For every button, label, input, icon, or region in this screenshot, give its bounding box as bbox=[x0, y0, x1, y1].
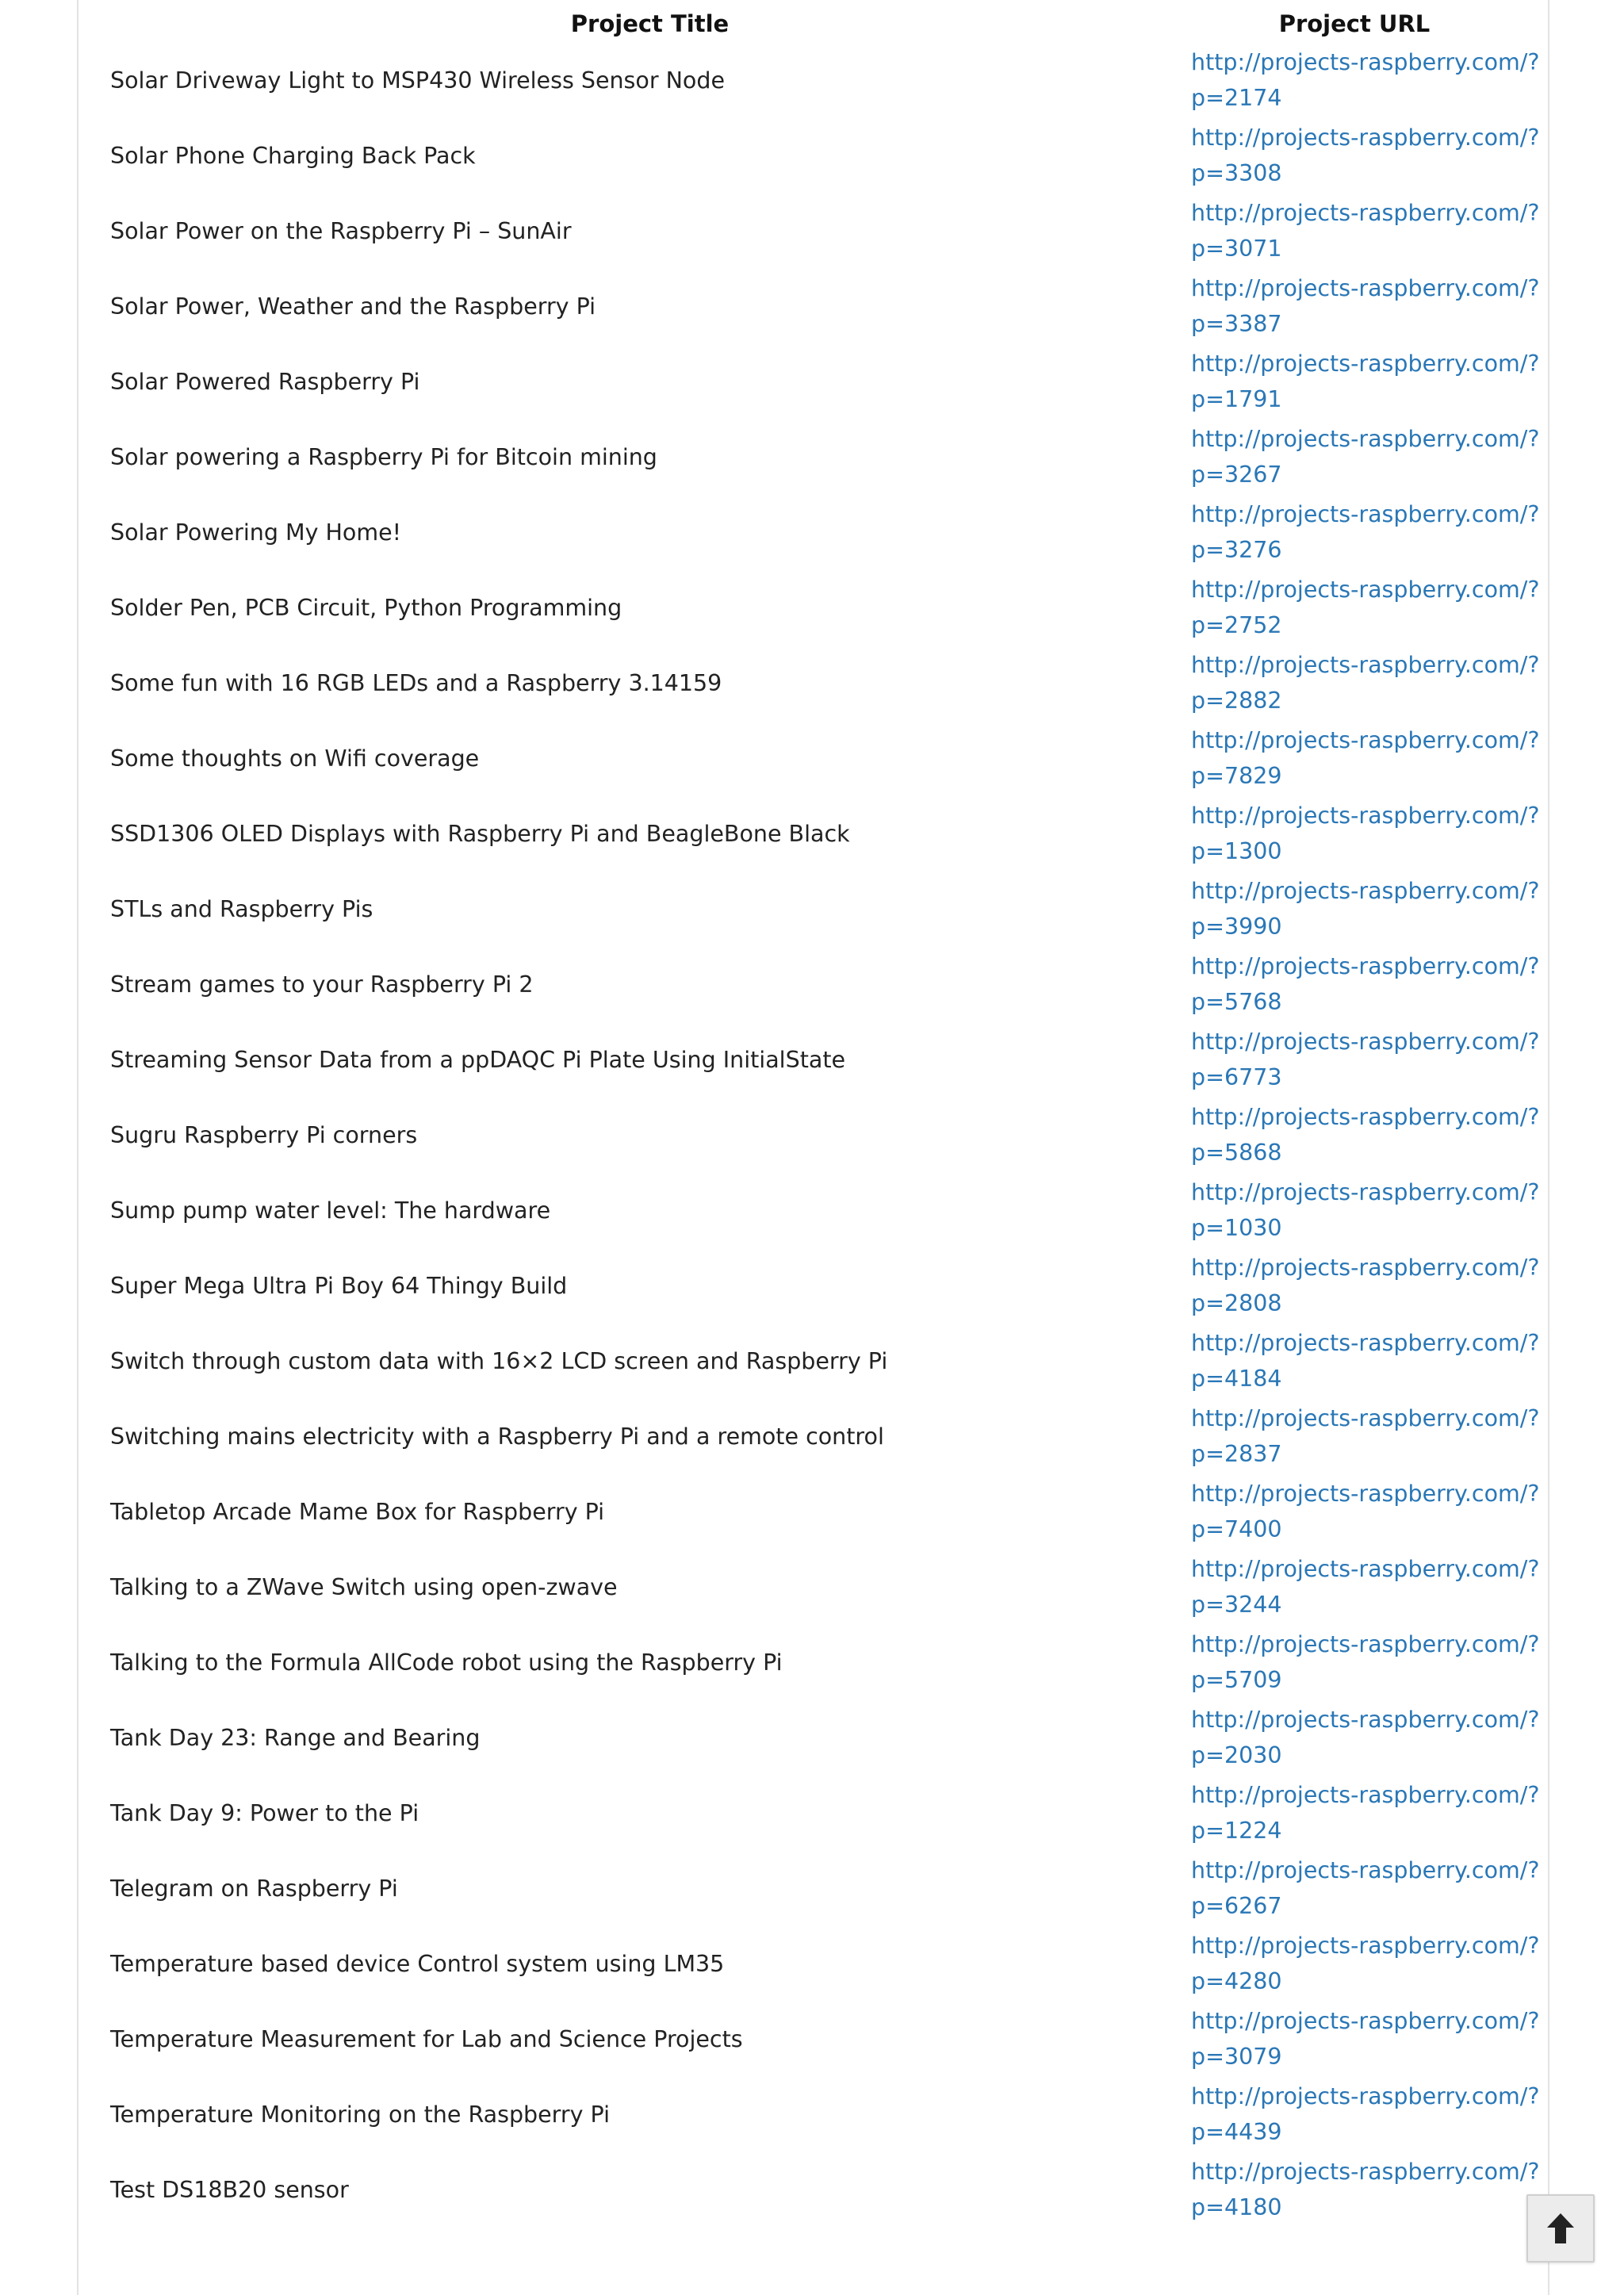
scroll-to-top-button[interactable] bbox=[1526, 2194, 1595, 2262]
table-row bbox=[110, 946, 1519, 1021]
table-row bbox=[110, 1247, 1519, 1323]
url-line-2: p=4439 bbox=[1191, 2118, 1282, 2145]
project-url-link[interactable] bbox=[1191, 1777, 1540, 1849]
table-row bbox=[110, 1323, 1519, 1398]
table-row bbox=[110, 1021, 1519, 1097]
table-row bbox=[110, 1775, 1519, 1850]
url-line-1: http://projects-raspberry.com/? bbox=[1191, 1103, 1540, 1130]
project-url-link[interactable] bbox=[1191, 1702, 1540, 1773]
url-line-1: http://projects-raspberry.com/? bbox=[1191, 2158, 1540, 2185]
project-url-cell bbox=[1189, 2001, 1540, 2076]
project-url-link[interactable] bbox=[1191, 346, 1540, 417]
project-url-link[interactable] bbox=[1191, 421, 1540, 492]
url-line-2: p=1224 bbox=[1191, 1817, 1282, 1844]
project-url-cell bbox=[1189, 117, 1540, 193]
column-header-project-title: Project Title bbox=[570, 10, 730, 37]
project-title: Tank Day 9: Power to the Pi bbox=[110, 1800, 419, 1826]
url-line-1: http://projects-raspberry.com/? bbox=[1191, 802, 1540, 829]
project-url-link[interactable] bbox=[1191, 2154, 1540, 2225]
project-url-cell bbox=[1189, 1699, 1540, 1775]
table-row bbox=[110, 795, 1519, 871]
table-row bbox=[110, 720, 1519, 795]
project-url-cell bbox=[1189, 1925, 1540, 2001]
project-url-link[interactable] bbox=[1191, 873, 1540, 944]
project-title: Some fun with 16 RGB LEDs and a Raspberry 3.14159 bbox=[110, 670, 722, 696]
url-line-2: p=4184 bbox=[1191, 1365, 1282, 1392]
project-title: Streaming Sensor Data from a ppDAQC Pi Plate Using InitialState bbox=[110, 1047, 846, 1073]
url-line-2: p=4280 bbox=[1191, 1967, 1282, 1994]
project-url-cell bbox=[1189, 1549, 1540, 1624]
project-url-link[interactable] bbox=[1191, 1400, 1540, 1472]
project-title: SSD1306 OLED Displays with Raspberry Pi and BeagleBone Black bbox=[110, 821, 850, 847]
table-row bbox=[110, 193, 1519, 268]
url-line-2: p=1030 bbox=[1191, 1214, 1282, 1241]
project-url-cell bbox=[1189, 871, 1540, 946]
project-url-cell bbox=[1189, 645, 1540, 720]
url-line-2: p=3244 bbox=[1191, 1591, 1282, 1618]
content-frame bbox=[77, 0, 1549, 2295]
header-row bbox=[110, 0, 1519, 42]
project-title: Some thoughts on Wifi coverage bbox=[110, 745, 480, 772]
url-line-1: http://projects-raspberry.com/? bbox=[1191, 1404, 1540, 1431]
url-line-2: p=7400 bbox=[1191, 1515, 1282, 1542]
table-row bbox=[110, 1473, 1519, 1549]
table-row bbox=[110, 1624, 1519, 1699]
url-line-1: http://projects-raspberry.com/? bbox=[1191, 274, 1540, 301]
project-url-link[interactable] bbox=[1191, 1928, 1540, 1999]
project-title: Temperature based device Control system using LM35 bbox=[110, 1951, 725, 1977]
table-row bbox=[110, 645, 1519, 720]
project-title: Solar Driveway Light to MSP430 Wireless Sensor Node bbox=[110, 67, 725, 94]
table-row bbox=[110, 2151, 1519, 2227]
project-url-link[interactable] bbox=[1191, 798, 1540, 869]
project-url-cell bbox=[1189, 1021, 1540, 1097]
url-line-1: http://projects-raspberry.com/? bbox=[1191, 1781, 1540, 1808]
url-line-2: p=6773 bbox=[1191, 1063, 1282, 1090]
arrow-up-icon bbox=[1545, 2212, 1576, 2245]
project-title: Solar Phone Charging Back Pack bbox=[110, 143, 476, 169]
table-row bbox=[110, 1097, 1519, 1172]
table-row bbox=[110, 1925, 1519, 2001]
project-url-cell bbox=[1189, 2076, 1540, 2151]
url-line-2: p=3387 bbox=[1191, 310, 1282, 337]
project-url-link[interactable] bbox=[1191, 120, 1540, 191]
table-row bbox=[110, 2001, 1519, 2076]
project-title: Tank Day 23: Range and Bearing bbox=[110, 1725, 481, 1751]
url-line-1: http://projects-raspberry.com/? bbox=[1191, 1706, 1540, 1733]
project-url-cell bbox=[1189, 2151, 1540, 2227]
project-url-link[interactable] bbox=[1191, 496, 1540, 568]
url-line-1: http://projects-raspberry.com/? bbox=[1191, 726, 1540, 753]
table-row bbox=[110, 494, 1519, 569]
table-row bbox=[110, 1172, 1519, 1247]
url-line-1: http://projects-raspberry.com/? bbox=[1191, 350, 1540, 377]
table-row bbox=[110, 1398, 1519, 1473]
column-header-project-url: Project URL bbox=[1278, 10, 1431, 37]
project-url-link[interactable] bbox=[1191, 1551, 1540, 1623]
url-line-1: http://projects-raspberry.com/? bbox=[1191, 1856, 1540, 1883]
project-url-link[interactable] bbox=[1191, 1099, 1540, 1170]
url-line-2: p=7829 bbox=[1191, 762, 1282, 789]
url-line-1: http://projects-raspberry.com/? bbox=[1191, 124, 1540, 151]
project-url-cell bbox=[1189, 42, 1540, 117]
table-row bbox=[110, 569, 1519, 645]
project-url-cell bbox=[1189, 795, 1540, 871]
project-title: Solar Power, Weather and the Raspberry Pi bbox=[110, 293, 596, 320]
url-line-2: p=2752 bbox=[1191, 611, 1282, 638]
table-row bbox=[110, 2076, 1519, 2151]
url-line-1: http://projects-raspberry.com/? bbox=[1191, 576, 1540, 603]
project-url-link[interactable] bbox=[1191, 647, 1540, 718]
table-row bbox=[110, 42, 1519, 117]
url-line-1: http://projects-raspberry.com/? bbox=[1191, 425, 1540, 452]
table-body bbox=[110, 42, 1540, 2227]
url-line-2: p=2882 bbox=[1191, 687, 1282, 714]
project-url-link[interactable] bbox=[1191, 1626, 1540, 1698]
url-line-2: p=3071 bbox=[1191, 235, 1282, 262]
project-title: Solar powering a Raspberry Pi for Bitcoin mining bbox=[110, 444, 657, 470]
project-url-link[interactable] bbox=[1191, 1024, 1540, 1095]
table-row bbox=[110, 268, 1519, 343]
project-title: Tabletop Arcade Mame Box for Raspberry Pi bbox=[110, 1499, 605, 1525]
url-line-1: http://projects-raspberry.com/? bbox=[1191, 877, 1540, 904]
project-url-cell bbox=[1189, 946, 1540, 1021]
table-header bbox=[110, 0, 1519, 42]
url-line-1: http://projects-raspberry.com/? bbox=[1191, 199, 1540, 226]
project-url-link[interactable] bbox=[1191, 2003, 1540, 2075]
project-url-cell bbox=[1189, 193, 1540, 268]
url-line-2: p=2174 bbox=[1191, 84, 1282, 111]
project-url-cell bbox=[1189, 1473, 1540, 1549]
project-url-link[interactable] bbox=[1191, 572, 1540, 643]
url-line-2: p=3990 bbox=[1191, 913, 1282, 940]
table-row bbox=[110, 871, 1519, 946]
project-url-link[interactable] bbox=[1191, 1852, 1540, 1924]
url-line-2: p=5768 bbox=[1191, 988, 1282, 1015]
project-url-link[interactable] bbox=[1191, 722, 1540, 794]
table-row bbox=[110, 419, 1519, 494]
url-line-2: p=1791 bbox=[1191, 385, 1282, 412]
url-line-1: http://projects-raspberry.com/? bbox=[1191, 1028, 1540, 1055]
project-url-link[interactable] bbox=[1191, 195, 1540, 266]
url-line-1: http://projects-raspberry.com/? bbox=[1191, 48, 1540, 75]
project-url-cell bbox=[1189, 343, 1540, 419]
project-url-cell bbox=[1189, 268, 1540, 343]
project-url-cell bbox=[1189, 1775, 1540, 1850]
url-line-1: http://projects-raspberry.com/? bbox=[1191, 2007, 1540, 2034]
project-url-cell bbox=[1189, 1247, 1540, 1323]
url-line-2: p=3276 bbox=[1191, 536, 1282, 563]
project-url-link[interactable] bbox=[1191, 2079, 1540, 2150]
url-line-2: p=6267 bbox=[1191, 1892, 1282, 1919]
project-title: Switching mains electricity with a Raspberry Pi and a remote control bbox=[110, 1423, 884, 1450]
project-title: Solar Powered Raspberry Pi bbox=[110, 369, 420, 395]
url-line-2: p=2030 bbox=[1191, 1741, 1282, 1768]
project-title: Stream games to your Raspberry Pi 2 bbox=[110, 971, 534, 998]
project-title: Solar Powering My Home! bbox=[110, 519, 402, 546]
table-row bbox=[110, 1850, 1519, 1925]
project-title: Sugru Raspberry Pi corners bbox=[110, 1122, 418, 1148]
url-line-2: p=2808 bbox=[1191, 1289, 1282, 1316]
url-line-1: http://projects-raspberry.com/? bbox=[1191, 1932, 1540, 1959]
project-title: Talking to the Formula AllCode robot using the Raspberry Pi bbox=[110, 1649, 783, 1676]
project-title: Talking to a ZWave Switch using open-zwave bbox=[110, 1574, 618, 1600]
url-line-1: http://projects-raspberry.com/? bbox=[1191, 952, 1540, 979]
project-title: Switch through custom data with 16×2 LCD screen and Raspberry Pi bbox=[110, 1348, 888, 1374]
project-url-cell bbox=[1189, 494, 1540, 569]
projects-table bbox=[110, 0, 1540, 2227]
url-line-2: p=5709 bbox=[1191, 1666, 1282, 1693]
url-line-1: http://projects-raspberry.com/? bbox=[1191, 500, 1540, 527]
url-line-2: p=1300 bbox=[1191, 837, 1282, 864]
project-title: Test DS18B20 sensor bbox=[110, 2177, 349, 2203]
url-line-2: p=5868 bbox=[1191, 1139, 1282, 1166]
url-line-1: http://projects-raspberry.com/? bbox=[1191, 1329, 1540, 1356]
project-title: Telegram on Raspberry Pi bbox=[110, 1875, 398, 1902]
project-title: Solar Power on the Raspberry Pi – SunAir bbox=[110, 218, 572, 244]
url-line-2: p=3267 bbox=[1191, 461, 1282, 488]
url-line-2: p=2837 bbox=[1191, 1440, 1282, 1467]
url-line-2: p=4180 bbox=[1191, 2193, 1282, 2220]
url-line-2: p=3079 bbox=[1191, 2043, 1282, 2070]
project-url-cell bbox=[1189, 1097, 1540, 1172]
url-line-1: http://projects-raspberry.com/? bbox=[1191, 2082, 1540, 2109]
project-url-cell bbox=[1189, 720, 1540, 795]
url-line-1: http://projects-raspberry.com/? bbox=[1191, 1178, 1540, 1205]
project-title: Solder Pen, PCB Circuit, Python Programming bbox=[110, 595, 622, 621]
project-title: Sump pump water level: The hardware bbox=[110, 1197, 551, 1224]
project-url-link[interactable] bbox=[1191, 44, 1540, 116]
project-url-link[interactable] bbox=[1191, 1250, 1540, 1321]
project-title: STLs and Raspberry Pis bbox=[110, 896, 373, 922]
project-url-cell bbox=[1189, 1398, 1540, 1473]
url-line-1: http://projects-raspberry.com/? bbox=[1191, 651, 1540, 678]
project-url-link[interactable] bbox=[1191, 1174, 1540, 1246]
url-line-2: p=3308 bbox=[1191, 159, 1282, 186]
table-row bbox=[110, 117, 1519, 193]
url-line-1: http://projects-raspberry.com/? bbox=[1191, 1555, 1540, 1582]
project-url-cell bbox=[1189, 419, 1540, 494]
project-url-link[interactable] bbox=[1191, 1476, 1540, 1547]
project-url-cell bbox=[1189, 1323, 1540, 1398]
project-title: Temperature Monitoring on the Raspberry Pi bbox=[110, 2102, 610, 2128]
project-url-cell bbox=[1189, 569, 1540, 645]
url-line-1: http://projects-raspberry.com/? bbox=[1191, 1254, 1540, 1281]
table-row bbox=[110, 1699, 1519, 1775]
project-url-cell bbox=[1189, 1624, 1540, 1699]
url-line-1: http://projects-raspberry.com/? bbox=[1191, 1480, 1540, 1507]
project-url-link[interactable] bbox=[1191, 948, 1540, 1020]
project-title: Super Mega Ultra Pi Boy 64 Thingy Build bbox=[110, 1273, 568, 1299]
project-url-cell bbox=[1189, 1850, 1540, 1925]
project-url-link[interactable] bbox=[1191, 270, 1540, 342]
table-row bbox=[110, 343, 1519, 419]
project-url-link[interactable] bbox=[1191, 1325, 1540, 1397]
table-row bbox=[110, 1549, 1519, 1624]
project-title: Temperature Measurement for Lab and Science Projects bbox=[110, 2026, 743, 2052]
url-line-1: http://projects-raspberry.com/? bbox=[1191, 1630, 1540, 1657]
project-url-cell bbox=[1189, 1172, 1540, 1247]
